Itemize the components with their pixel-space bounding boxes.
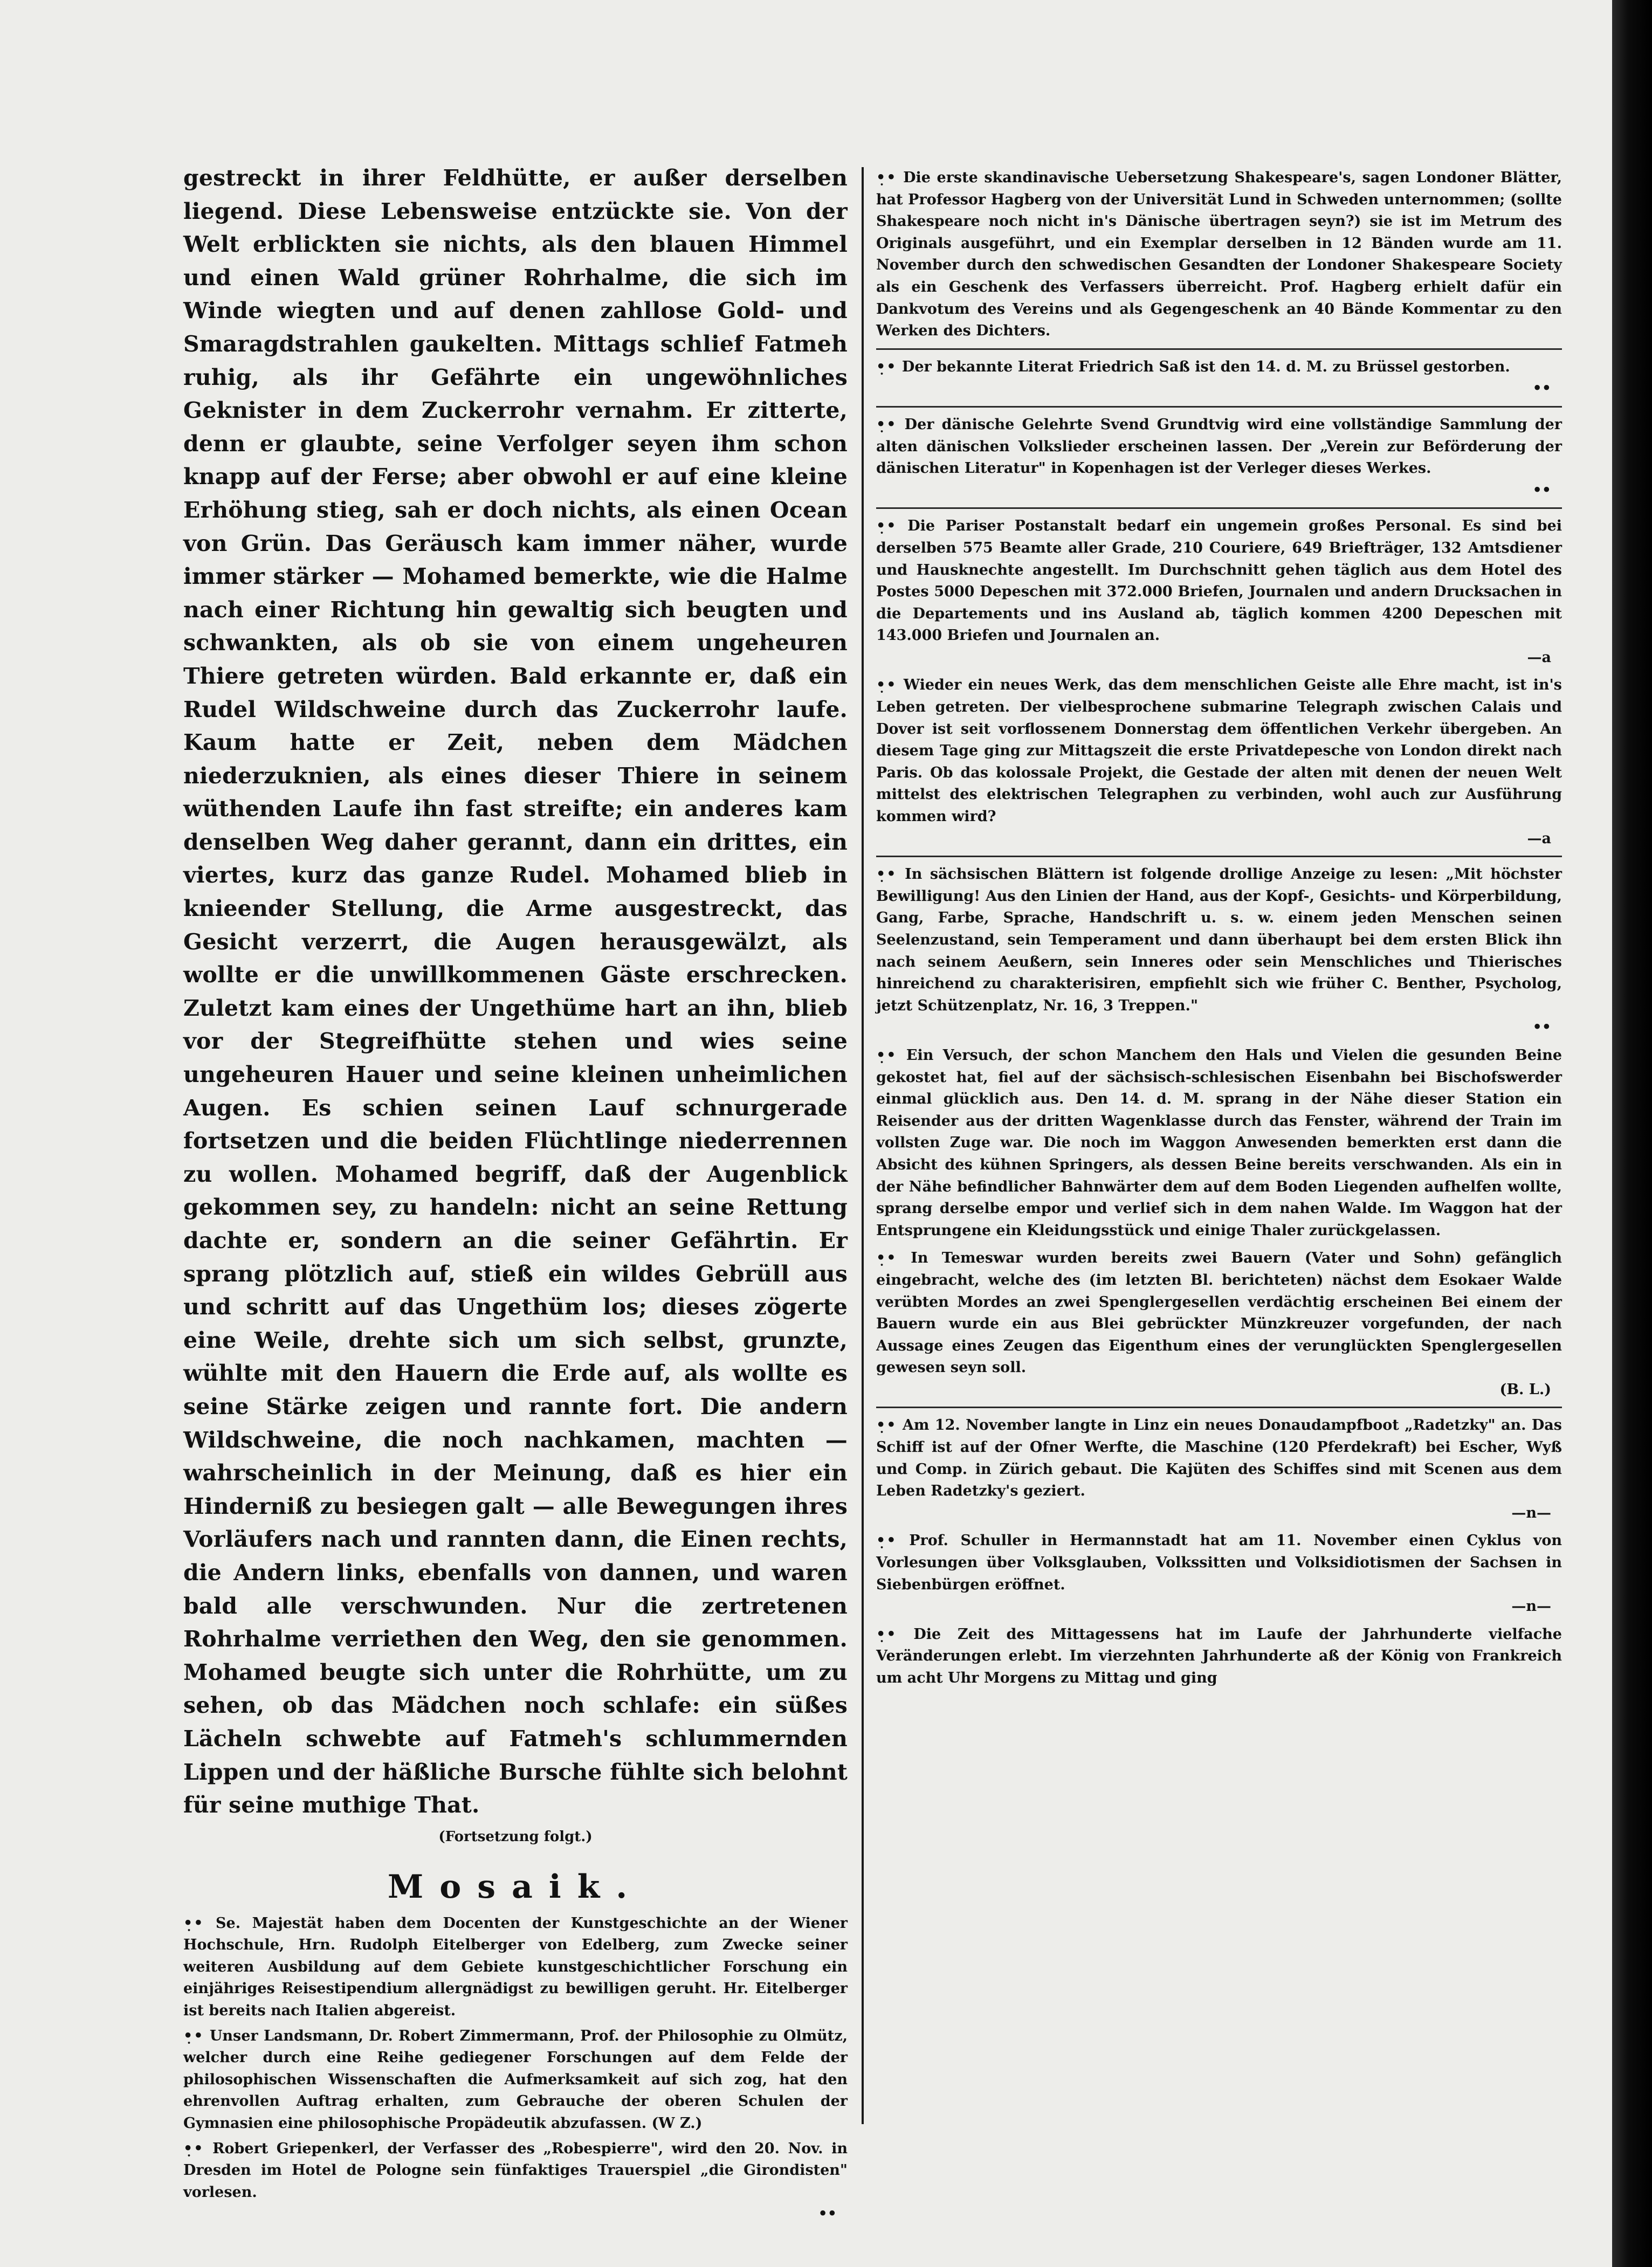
- right-column: [876, 167, 1562, 1696]
- item-signature: —n—: [1511, 1504, 1551, 1521]
- news-item: •̣• Der bekannte Literat Friedrich Saß ist den 14. d. M. zu Brüssel gestorben. ••: [876, 356, 1562, 400]
- bullet-icon: •̣•: [876, 1417, 897, 1434]
- bullet-icon: •̣•: [183, 2027, 204, 2044]
- news-item: •̣• Am 12. November langte in Linz ein neues Donaudampfboot „Radetzky" an. Das Schiff ist auf der Ofner Werfte, die Maschine (120 Pferdekraft) bei Escher, Wyß und Comp. in Zürich gebaut. Die Kajüten des Schiffes sind mit Scenen aus dem Leben Radetzky's geziert. —n—: [876, 1415, 1562, 1524]
- item-divider: [876, 348, 1562, 350]
- story-section: [183, 162, 848, 1846]
- mosaik-item: •̣• Robert Griepenkerl, der Verfasser des „Robespierre", wird den 20. Nov. in Dresden im Hotel de Pologne sein fünfaktiges Trauerspiel „die Girondisten" vorlesen. ••: [183, 2138, 848, 2225]
- item-signature: ••: [1532, 380, 1551, 397]
- bullet-icon: •̣•: [876, 1532, 897, 1549]
- item-divider: [876, 856, 1562, 857]
- item-signature: ••: [1532, 1019, 1551, 1036]
- news-item: •̣• Ein Versuch, der schon Manchem den Hals und Vielen die gesunden Beine gekostet hat, fiel auf der sächsisch-schlesischen Eisenbahn bei Bischofswerder einmal glücklich aus. Den 14. d. M. sprang in der Nähe dieser Station ein Reisender aus der dritten Wagenklasse durch das Fenster, während der Train im vollsten Zuge war. Die noch im Waggon Anwesenden bemerkten erst dann die Absicht des kühnen Springers, als dessen Beine bereits verschwanden. Als ein in der Nähe befindlicher Bahnwärter dem auf dem Boden Liegenden aufhelfen wollte, sprang derselbe empor und verlief sich in dem nahen Walde. Im Waggon hat der Entsprungene ein Kleidungsstück und einige Thaler zurückgelassen.: [876, 1046, 1562, 1239]
- item-divider: [876, 406, 1562, 408]
- story-paragraph: gestreckt in ihrer Feldhütte, er außer derselben liegend. Diese Lebensweise entzückte sie. Von der Welt erblickten sie nichts, als den blauen Himmel und einen Wald grüner Rohrhalme, die sich im Winde wiegten und auf denen zahllose Gold- und Smaragdstrahlen gaukelten. Mittags schlief Fatmeh ruhig, als ihr Gefährte ein ungewöhnliches Geknister in dem Zuckerrohr vernahm. Er zitterte, denn er glaubte, seine Verfolger seyen ihm schon knapp auf der Ferse; aber obwohl er auf eine kleine Erhöhung stieg, sah er doch nichts, als einen Ocean von Grün. Das Geräusch kam immer näher, wurde immer stärker — Mohamed bemerkte, wie die Halme nach einer Richtung hin gewaltig sich beugten und schwankten, als ob sie von einem ungeheuren Thiere getreten würden. Bald erkannte er, daß ein Rudel Wildschweine durch das Zuckerrohr laufe. Kaum hatte er Zeit, neben dem Mädchen niederzuknien, als eines dieser Thiere in seinem wüthenden Laufe ihn fast streifte; ein anderes kam denselben Weg daher gerannt, dann ein drittes, ein viertes, kurz das ganze Rudel. Mohamed blieb in knieender Stellung, die Arme ausgestreckt, das Gesicht verzerrt, die Augen herausgewälzt, als wollte er die unwillkommenen Gäste erschrecken. Zuletzt kam eines der Ungethüme hart an ihn, blieb vor der Stegreifhütte stehen und wies seine ungeheuren Hauer und seine kleinen unheimlichen Augen. Es schien seinen Lauf schnurgerade fortsetzen und die beiden Flüchtlinge niederrennen zu wollen. Mohamed begriff, daß der Augenblick gekommen sey, zu handeln: nicht an seine Rettung dachte er, sondern an die seiner Gefährtin. Er sprang plötzlich auf, stieß ein wildes Gebrüll aus und schritt auf das Ungethüm los; dieses zögerte eine Weile, drehte sich um sich selbst, grunzte, wühlte mit den Hauern die Erde auf, als wollte es seine Stärke zeigen und rannte fort. Die andern Wildschweine, die noch nachkamen, machten — wahrscheinlich in der Meinung, daß es hier ein Hinderniß zu besiegen galt — alle Bewegungen ihres Vorläufers nach und rannten dann, die Einen rechts, die Andern links, ebenfalls von dannen, und waren bald alle verschwunden. Nur die zertretenen Rohrhalme verriethen den Weg, den sie genommen. Mohamed beugte sich unter die Rohrhütte, um zu sehen, ob das Mädchen noch schlafe: ein süßes Lächeln schwebte auf Fatmeh's schlummernden Lippen und der häßliche Bursche fühlte sich belohnt für seine muthige That.: [183, 165, 848, 1818]
- bullet-icon: •̣•: [876, 677, 897, 694]
- bullet-icon: •̣•: [183, 1914, 204, 1932]
- item-signature: —n—: [1511, 1598, 1551, 1615]
- bullet-icon: •̣•: [876, 1046, 897, 1064]
- news-item: •̣• Die Zeit des Mittagessens hat im Laufe der Jahrhunderte vielfache Veränderungen erlebt. Im vierzehnten Jahrhunderte aß der König von Frankreich um acht Uhr Morgens zu Mittag und ging: [876, 1625, 1562, 1686]
- item-divider: [876, 507, 1562, 509]
- mosaik-item: •̣• Unser Landsmann, Dr. Robert Zimmermann, Prof. der Philosophie zu Olmütz, welcher durch eine Reihe gediegener Forschungen auf dem Felde der philosophischen Wissenschaften die Aufmerksamkeit auf sich zog, hat den ehrenvollen Auftrag erhalten, zum Gebrauche der oberen Schulen der Gymnasien eine philosophische Propädeutik abzufassen. (W Z.): [183, 2027, 848, 2132]
- item-signature: ••: [818, 2206, 837, 2223]
- item-signature: (B. L.): [1499, 1381, 1551, 1398]
- bullet-icon: •̣•: [876, 866, 897, 883]
- bullet-icon: •̣•: [183, 2140, 204, 2157]
- bullet-icon: •̣•: [876, 1625, 897, 1643]
- news-item: •̣• Der dänische Gelehrte Svend Grundtvig wird eine vollständige Sammlung der alten dänischen Volkslieder erscheinen lassen. Der „Verein zur Beförderung der dänischen Literatur" in Kopenhagen ist der Verleger dieses Werkes. ••: [876, 414, 1562, 501]
- news-item: •̣• Die erste skandinavische Uebersetzung Shakespeare's, sagen Londoner Blätter, hat Professor Hagberg von der Universität Lund in Schweden unternommen; (sollte Shakespeare noch nicht in's Dänische übertragen seyn?) sie ist im Metrum des Originals ausgeführt, und ein Exemplar derselben in 12 Bänden wurde am 11. November durch den schwedischen Gesandten der Londoner Shakespeare Society als ein Geschenk des Verfassers überreicht. Prof. Hagberg erhielt dafür ein Dankvotum des Vereins und als Gegengeschenk an 40 Bände Kommentar zu den Werken des Dichters.: [876, 169, 1562, 340]
- news-item: •̣• Die Pariser Postanstalt bedarf ein ungemein großes Personal. Es sind bei derselben 575 Beamte aller Grade, 210 Couriere, 649 Briefträger, 132 Amtsdiener und Hausknechte angestellt. Im Durchschnitt gehen täglich aus dem Hotel des Postes 5000 Depeschen mit 372.000 Briefen, Journalen und andern Drucksachen in die Departements und ins Ausland ab, täglich kommen 4200 Depeschen mit 143.000 Briefen und Journalen an. —a: [876, 515, 1562, 669]
- left-column: [183, 162, 848, 2229]
- column-divider: [862, 167, 864, 2124]
- bullet-icon: •̣•: [876, 169, 897, 186]
- news-item: •̣• Wieder ein neues Werk, das dem menschlichen Geiste alle Ehre macht, ist in's Leben getreten. Der vielbesprochene submarine Telegraph zwischen Calais und Dover ist seit vorflossenem Donnerstag dem öffentlichen Verkehr übergeben. An diesem Tage ging zur Mittagszeit die erste Privatdepesche von London direkt nach Paris. Ob das kolossale Projekt, die Gestade der alten mit denen der neuen Welt mittelst des elektrischen Telegraphen zu verbinden, wohl auch zur Ausführung kommen wird? —a: [876, 674, 1562, 850]
- scan-edge: [1612, 0, 1652, 2267]
- item-signature: ••: [1532, 481, 1551, 499]
- mosaik-title: Mosaik.: [387, 1868, 644, 1906]
- continuation-note: (Fortsetzung folgt.): [438, 1828, 593, 1845]
- news-item: •̣• In Temeswar wurden bereits zwei Bauern (Vater und Sohn) gefänglich eingebracht, welche des (im letzten Bl. berichteten) nächst dem Esokaer Walde verübten Mordes an zwei Spenglergesellen verdächtig erscheinen Bei einem der Bauern wurde ein aus Blei gebrückter Münzkreuzer vorgefunden, der nach Aussage eines Zeugen das Eigenthum eines der verunglückten Spenglergesellen gewesen seyn soll. (B. L.): [876, 1248, 1562, 1401]
- news-item: •̣• In sächsischen Blättern ist folgende drollige Anzeige zu lesen: „Mit höchster Bewilligung! Aus den Linien der Hand, aus der Kopf-, Gesichts- und Körperbildung, Gang, Farbe, Sprache, Handschrift u. s. w. einem jeden Menschen seinen Seelenzustand, sein Temperament und dann überhaupt bei dem ersten Blick ihn nach seinem Aeußern, sein Inneres oder sein Menschliches und Thierisches hinreichend zu charakterisiren, empfiehlt sich wie früher C. Benther, Psycholog, jetzt Schützenplatz, Nr. 16, 3 Treppen." ••: [876, 864, 1562, 1039]
- bullet-icon: •̣•: [876, 518, 897, 535]
- item-signature: —a: [1527, 830, 1551, 847]
- item-signature: —a: [1527, 649, 1551, 666]
- bullet-icon: •̣•: [876, 358, 897, 375]
- bullet-icon: •̣•: [876, 416, 897, 433]
- mosaik-item: •̣• Se. Majestät haben dem Docenten der Kunstgeschichte an der Wiener Hochschule, Hrn. Rudolph Eitelberger von Edelberg, zum Zwecke seiner weiteren Ausbildung auf dem Gebiete kunstgeschichtlicher Forschung ein einjähriges Reisestipendium allergnädigst zu bewilligen geruht. Hr. Eitelberger ist bereits nach Italien abgereist.: [183, 1914, 848, 2020]
- news-item: •̣• Prof. Schuller in Hermannstadt hat am 11. November einen Cyklus von Vorlesungen über Volksglauben, Volkssitten und Volksidiotismen der Sachsen in Siebenbürgen eröffnet. —n—: [876, 1530, 1562, 1617]
- bullet-icon: •̣•: [876, 1250, 897, 1267]
- item-divider: [876, 1407, 1562, 1408]
- mosaik-items: [183, 1913, 848, 2225]
